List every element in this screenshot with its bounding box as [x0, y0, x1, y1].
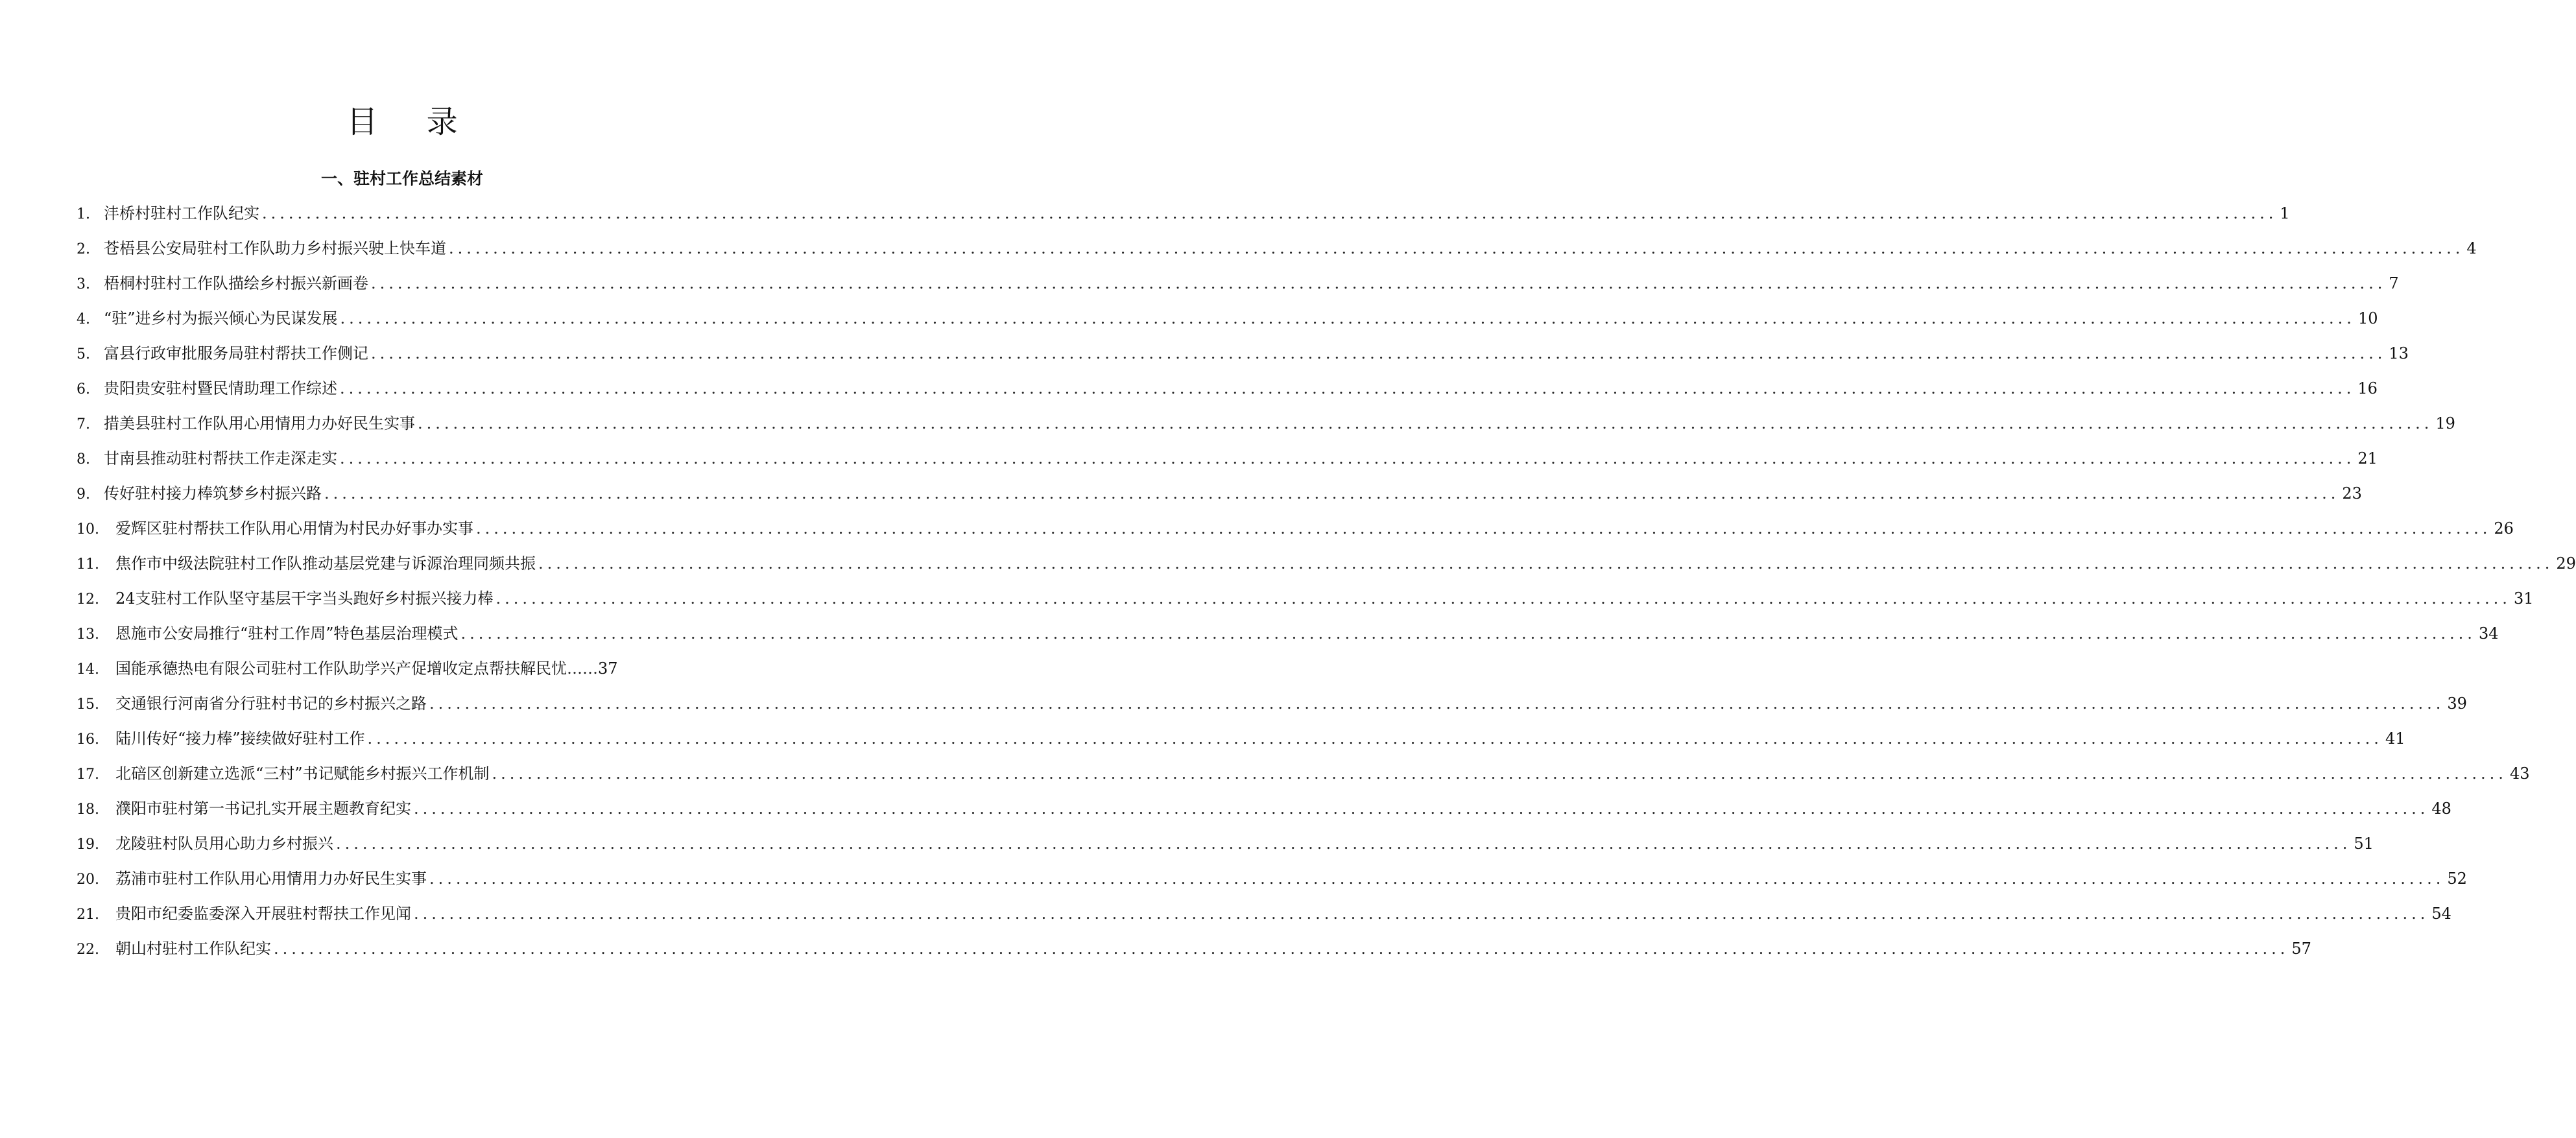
toc-dot-leader: [538, 551, 2553, 576]
toc-dot-leader: [262, 200, 2277, 226]
toc-entry-title: 苍梧县公安局驻村工作队助力乡村振兴驶上快车道: [104, 239, 446, 257]
toc-entry[interactable]: [77, 691, 2467, 726]
toc-entry-page: 19: [2435, 414, 2455, 433]
toc-entry-number: 11.: [77, 556, 99, 573]
toc-dot-leader: [429, 866, 2444, 892]
toc-dot-leader: [274, 936, 2289, 962]
toc-entry-title: 贵阳贵安驻村暨民情助理工作综述: [104, 379, 337, 397]
toc-entry-page: 4: [2466, 239, 2477, 257]
toc-entry-title: 濮阳市驻村第一书记扎实开展主题教育纪实: [115, 800, 411, 818]
toc-dot-leader: [414, 901, 2429, 927]
toc-entry-number: 10.: [77, 521, 99, 538]
toc-dot-leader: [340, 445, 2355, 471]
toc-entry-page: 41: [2385, 729, 2405, 748]
toc-entry-title: 交通银行河南省分行驻村书记的乡村振兴之路: [115, 694, 427, 713]
toc-entry-page: 52: [2447, 870, 2467, 888]
toc-entry-page: 13: [2389, 344, 2409, 362]
toc-entry-title: 朝山村驻村工作队纪实: [115, 940, 271, 958]
toc-entry-number: 17.: [77, 766, 99, 783]
toc-entry-number: 22.: [77, 942, 99, 958]
toc-entry-page: 57: [2291, 940, 2311, 958]
table-of-contents: [77, 200, 2576, 971]
toc-dot-leader: [461, 621, 2476, 646]
toc-entry[interactable]: [77, 656, 722, 691]
toc-entry-page: 16: [2357, 379, 2378, 397]
toc-entry-title: 贵阳市纪委监委深入开展驻村帮扶工作见闻: [115, 905, 411, 923]
toc-entry[interactable]: [77, 621, 2499, 656]
toc-entry-number: 5.: [77, 346, 90, 362]
toc-entry-number: 8.: [77, 451, 90, 468]
toc-entry-page: 10: [2357, 309, 2378, 327]
toc-entry-number: 7.: [77, 416, 90, 433]
toc-entry-number: 3.: [77, 276, 90, 292]
toc-entry-page: 39: [2447, 694, 2467, 713]
toc-entry-page: 51: [2354, 835, 2374, 853]
toc-entry[interactable]: [77, 866, 2467, 901]
toc-entry-title: 焦作市中级法院驻村工作队推动基层党建与诉源治理同频共振: [115, 554, 536, 573]
toc-entry-number: 14.: [77, 661, 99, 678]
toc-entry-number: 13.: [77, 626, 99, 643]
toc-entry-title: 陆川传好“接力棒”接续做好驻村工作: [115, 729, 365, 748]
toc-entry[interactable]: [77, 761, 2530, 796]
toc-dot-leader: [371, 340, 2386, 366]
toc-dot-leader: [414, 796, 2429, 822]
toc-entry[interactable]: [77, 305, 2378, 340]
toc-entry-number: 20.: [77, 871, 99, 888]
toc-dot-leader: [449, 235, 2464, 261]
toc-entry-page: 21: [2357, 449, 2378, 468]
toc-entry-page: 31: [2513, 589, 2534, 608]
toc-entry[interactable]: [77, 516, 2514, 551]
toc-entry[interactable]: [77, 340, 2409, 375]
toc-entry-title: 恩施市公安局推行“驻村工作周”特色基层治理模式: [115, 624, 459, 643]
toc-entry-title: 传好驻村接力棒筑梦乡村振兴路: [104, 484, 322, 503]
toc-entry-page: 48: [2431, 800, 2451, 818]
toc-entry-title: 北碚区创新建立选派“三村”书记赋能乡村振兴工作机制: [115, 765, 490, 783]
toc-entry[interactable]: [77, 410, 2455, 445]
toc-entry-number: 9.: [77, 486, 90, 503]
toc-entry-title: 梧桐村驻村工作队描绘乡村振兴新画卷: [104, 274, 368, 292]
toc-ellipsis-leader: ……: [567, 659, 598, 678]
toc-dot-leader: [340, 375, 2355, 401]
toc-entry[interactable]: [77, 936, 2311, 971]
toc-entry-page: 29: [2556, 554, 2576, 573]
toc-entry[interactable]: [77, 726, 2405, 761]
toc-entry-title: 甘南县推动驻村帮扶工作走深走实: [104, 449, 337, 468]
toc-entry-number: 21.: [77, 907, 99, 923]
toc-dot-leader: [336, 831, 2351, 857]
page-title: 目 录: [346, 104, 477, 140]
toc-dot-leader: [418, 410, 2433, 436]
toc-dot-leader: [324, 480, 2339, 506]
toc-entry[interactable]: [77, 586, 2534, 621]
toc-entry-number: 15.: [77, 696, 99, 713]
toc-entry-page: 23: [2342, 484, 2362, 503]
toc-entry-number: 2.: [77, 241, 90, 257]
toc-entry-number: 1.: [77, 206, 90, 222]
toc-entry-title: 沣桥村驻村工作队纪实: [104, 204, 259, 222]
toc-dot-leader: [496, 586, 2511, 611]
toc-entry-page: 1: [2280, 204, 2290, 222]
toc-entry[interactable]: [77, 445, 2378, 480]
toc-entry-title: 措美县驻村工作队用心用情用力办好民生实事: [104, 414, 415, 433]
toc-entry-number: 19.: [77, 836, 99, 853]
toc-entry[interactable]: [77, 375, 2378, 410]
toc-entry-number: 4.: [77, 311, 90, 327]
toc-entry-title: 荔浦市驻村工作队用心用情用力办好民生实事: [115, 870, 427, 888]
toc-dot-leader: [429, 691, 2444, 717]
toc-dot-leader: [340, 305, 2355, 331]
toc-entry-page: 43: [2509, 765, 2530, 783]
toc-entry[interactable]: [77, 235, 2477, 270]
toc-entry-page: 26: [2494, 519, 2514, 538]
toc-entry-page: 34: [2478, 624, 2499, 643]
toc-dot-leader: [368, 726, 2383, 752]
toc-entry-title: 龙陵驻村队员用心助力乡村振兴: [115, 835, 333, 853]
toc-entry[interactable]: [77, 270, 2399, 305]
toc-entry[interactable]: [77, 480, 2362, 516]
toc-entry[interactable]: [77, 551, 2576, 586]
toc-entry-title: 国能承德热电有限公司驻村工作队助学兴产促增收定点帮扶解民忧: [115, 659, 567, 678]
toc-entry-title: “驻”进乡村为振兴倾心为民谋发展: [104, 309, 338, 327]
toc-dot-leader: [476, 516, 2491, 541]
section-heading: 一、驻村工作总结素材: [320, 169, 483, 188]
toc-entry-number: 16.: [77, 731, 99, 748]
toc-dot-leader: [371, 270, 2386, 296]
toc-entry[interactable]: [77, 831, 2374, 866]
toc-entry-title: 爱辉区驻村帮扶工作队用心用情为村民办好事办实事: [115, 519, 473, 538]
toc-entry-number: 6.: [77, 381, 90, 397]
toc-entry-page: 7: [2389, 274, 2399, 292]
toc-entry-title: 24支驻村工作队坚守基层干字当头跑好乡村振兴接力棒: [115, 589, 494, 608]
toc-entry-number: 18.: [77, 801, 99, 818]
toc-entry-page: 37: [598, 659, 618, 678]
toc-entry-title: 富县行政审批服务局驻村帮扶工作侧记: [104, 344, 368, 362]
toc-entry-page: 54: [2431, 905, 2451, 923]
toc-entry[interactable]: [77, 200, 2290, 235]
toc-entry[interactable]: [77, 796, 2451, 831]
toc-entry[interactable]: [77, 901, 2451, 936]
toc-dot-leader: [492, 761, 2507, 787]
toc-entry-number: 12.: [77, 591, 99, 608]
